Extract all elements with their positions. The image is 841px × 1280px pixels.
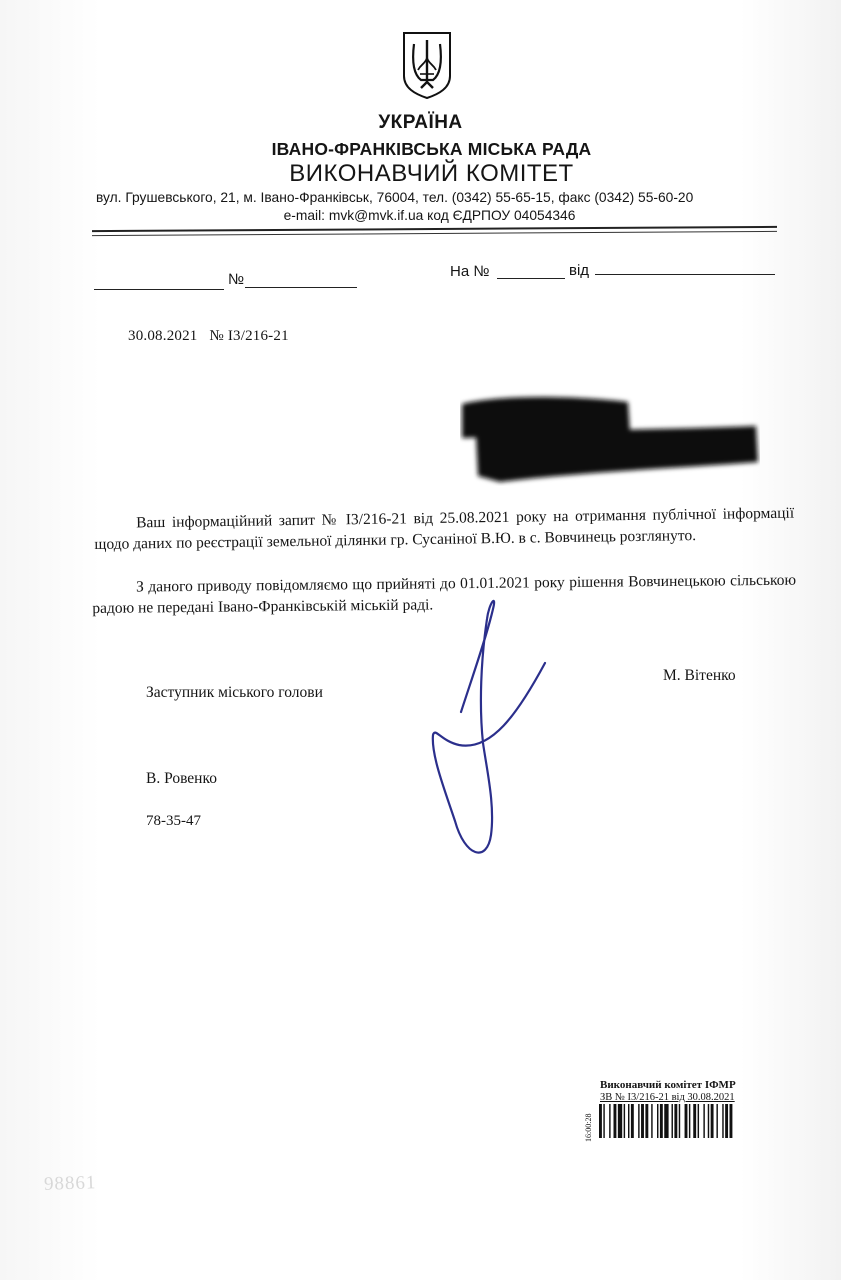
outgoing-number-blank [245, 287, 357, 288]
margin-note: 98861 [43, 1172, 97, 1195]
barcode-bar [693, 1104, 696, 1138]
barcode-bar [674, 1104, 677, 1138]
barcode-bar [703, 1104, 704, 1138]
barcode-bar [722, 1104, 723, 1138]
barcode-bar [624, 1104, 625, 1138]
reply-date-blank [595, 274, 775, 275]
barcode-bar [730, 1104, 733, 1138]
barcode-bar [631, 1104, 634, 1138]
reply-date-label: від [569, 262, 590, 279]
barcode-bar [599, 1104, 602, 1138]
paragraph-request: Ваш інформаційний запит № І3/216-21 від 25.08.2021 року на отримання публічної інформації щодо даних по реєстрації земельної ділянки гр. Сусаніної В.Ю. в с. Вовчинець розглянуто. [94, 504, 795, 553]
stamp-registration: ЗВ № І3/216-21 від 30.08.2021 [600, 1092, 735, 1103]
stamp-time: 16:00:28 [584, 1113, 593, 1142]
executor-phone: 78-35-47 [146, 813, 201, 829]
reply-number-label: На № [450, 263, 490, 280]
barcode-bar [725, 1104, 728, 1138]
barcode-bar [708, 1104, 709, 1138]
barcode-bar [609, 1104, 610, 1138]
reply-number-blank [497, 278, 565, 279]
country-name: УКРАЇНА [378, 112, 463, 133]
barcode-bar [651, 1104, 652, 1138]
barcode-bar [685, 1104, 688, 1138]
barcode-bar [657, 1104, 658, 1138]
executor-name: В. Ровенко [146, 770, 217, 787]
barcode-bar [641, 1104, 644, 1138]
letter-date: 30.08.2021 [128, 328, 198, 344]
barcode-bar [628, 1104, 629, 1138]
handwritten-signature [425, 595, 565, 865]
address-line: вул. Грушевського, 21, м. Івано-Франківськ, 76004, тел. (0342) 55-65-15, факс (0342) 55-60-20 [96, 190, 694, 205]
signer-name: М. Вітенко [663, 667, 736, 684]
barcode-bar [660, 1104, 663, 1138]
barcode-bar [638, 1104, 639, 1138]
outgoing-date-blank [94, 289, 224, 290]
barcode-bar [664, 1104, 668, 1138]
barcode-bar [614, 1104, 617, 1138]
barcode-bar [603, 1104, 604, 1138]
barcode-bar [716, 1104, 717, 1138]
barcode-bar [689, 1104, 690, 1138]
committee-name: ВИКОНАВЧИЙ КОМІТЕТ [289, 160, 574, 187]
council-name: ІВАНО-ФРАНКІВСЬКА МІСЬКА РАДА [271, 139, 592, 159]
barcode-bar [698, 1104, 699, 1138]
registration-barcode [598, 1104, 780, 1138]
redacted-recipient-block [460, 386, 760, 486]
paragraph-response: З даного приводу повідомляємо що прийняті до 01.01.2021 року рішення Вовчинецькою сільською радою не передані Івано-Франківській міській раді. [92, 571, 797, 617]
signer-title: Заступник міського голови [146, 684, 323, 701]
outgoing-number-label: № [228, 271, 245, 288]
barcode-bar [711, 1104, 714, 1138]
barcode-bar [645, 1104, 648, 1138]
letter-number: № І3/216-21 [209, 328, 289, 344]
barcode-bar [679, 1104, 680, 1138]
header-divider-thin [92, 231, 777, 236]
trident-coat-of-arms-icon [401, 30, 453, 100]
barcode-bar [672, 1104, 673, 1138]
stamp-organization: Виконавчий комітет ІФМР [600, 1079, 736, 1091]
letter-date-number [128, 328, 289, 345]
barcode-bar [618, 1104, 622, 1138]
contacts-line: e-mail: mvk@mvk.if.ua код ЄДРПОУ 04054346 [283, 208, 576, 223]
